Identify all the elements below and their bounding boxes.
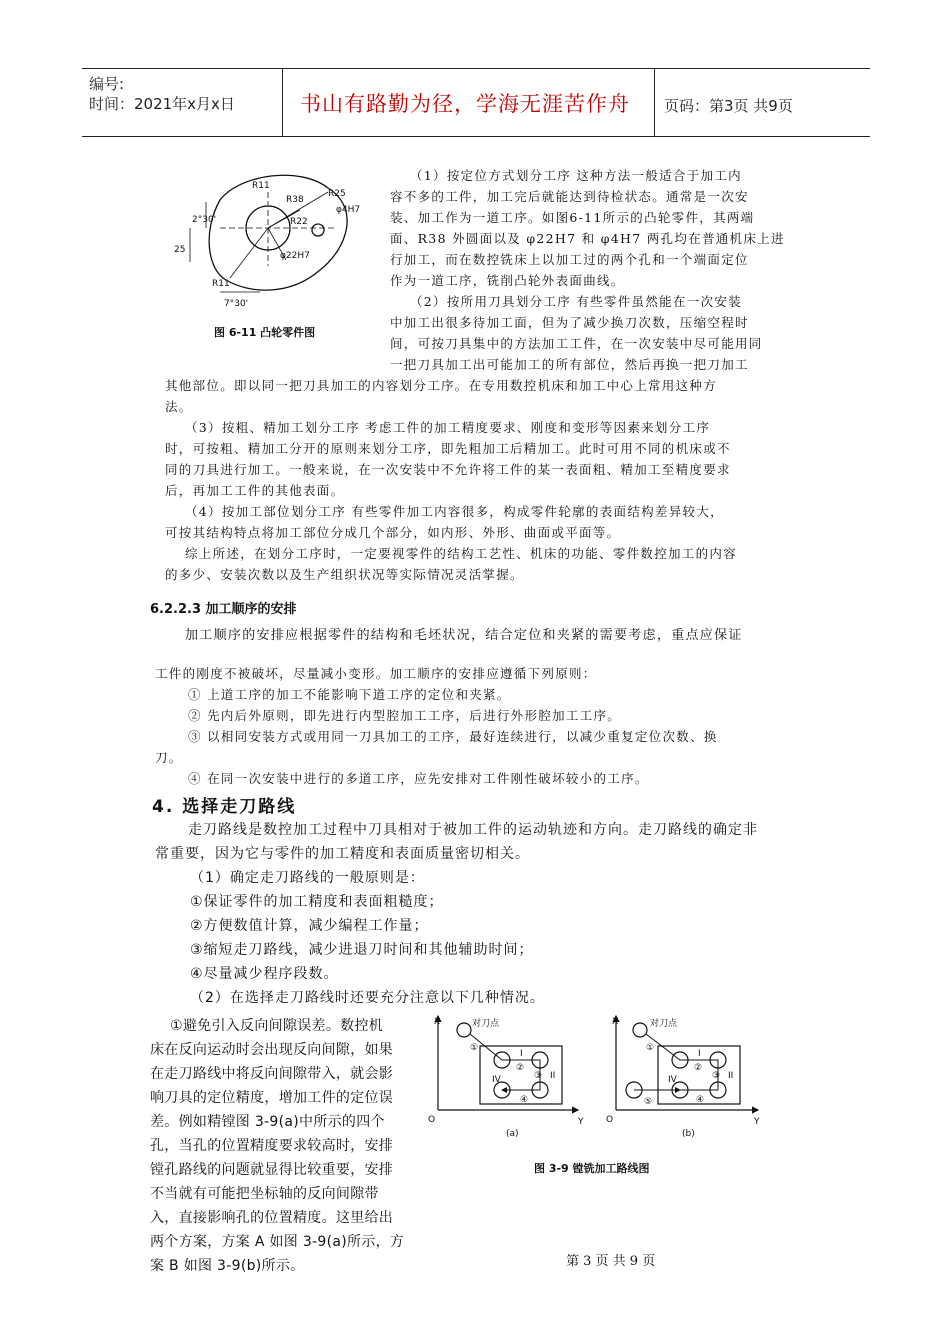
step-2-b: ② [694,1063,703,1073]
dim-angle-7-30: 7°30' [224,299,249,309]
text-line: 中加工出很多待加工面，但为了减少换刀次数，压缩空程时 [390,315,749,330]
figure-3-9-caption: 图 3-9 镗铣加工路线图 [534,1162,650,1175]
text-line: 后，再加工工件的其他表面。 [165,483,345,498]
label-a: (a) [506,1129,519,1139]
hole-small [312,224,324,236]
cam-part-drawing [160,162,390,322]
text-line: 两个方案，方案 A 如图 3-9(a)所示，方 [150,1234,405,1250]
section-heading-4: 4. 选择走刀路线 [152,797,297,817]
header-top-rule [82,68,870,69]
axis-x-b: X [612,1017,619,1027]
text-line: 工件的刚度不被破坏，尽量减小变形。加工顺序的安排应遵循下列原则： [155,666,597,681]
dim-r11-bottom: R11 [212,279,230,289]
diagram-a [438,1016,578,1110]
text-line: ④尽量减少程序段数。 [190,966,339,982]
dim-25: 25 [174,245,186,255]
step-2-a: ② [516,1063,525,1073]
dim-r38: R38 [286,195,304,205]
text-line: 床在反向运动时会出现反向间隙，如果 [150,1042,394,1058]
text-line: ① 上道工序的加工不能影响下道工序的定位和夹紧。 [188,687,511,702]
step-1-b: ① [646,1043,655,1053]
axis-x-a: X [434,1017,441,1027]
step-4-a: ④ [520,1095,529,1105]
text-line: 走刀路线是数控加工过程中刀具相对于被加工件的运动轨迹和方向。走刀路线的确定非 [188,822,758,838]
axis-y-b: Y [754,1117,760,1127]
text-line: 行加工，而在数控铣床上以加工过的两个孔和一个端面定位 [390,252,749,267]
text-line: ② 先内后外原则，即先进行内型腔加工工序，后进行外形腔加工工序。 [188,708,622,723]
text-line: 面、R38 外圆面以及 φ22H7 和 φ4H7 两孔均在普通机床上进 [390,231,785,246]
text-line: 综上所述，在划分工序时，一定要视零件的结构工艺性、机床的功能、零件数控加工的内容 [185,546,738,561]
step-3-b: ③ [712,1071,721,1081]
text-line: 孔，当孔的位置精度要求较高时，安排 [150,1138,394,1154]
text-line: 差。例如精镗图 3-9(a)中所示的四个 [150,1114,385,1130]
origin-a: O [428,1115,436,1125]
text-line: ④ 在同一次安装中进行的多道工序，应先安排对工件刚性破坏较小的工序。 [188,771,649,786]
header-motto: 书山有路勤为径，学海无涯苦作舟 [300,92,630,116]
text-line: 一把刀具加工出可能加工的所有部位，然后再换一把刀加工 [390,357,749,372]
text-line: 刀。 [155,750,183,765]
boring-path-figure [428,1012,778,1150]
page-label: 页码：第3页 共9页 [664,97,793,115]
dim-r11-top: R11 [252,181,270,191]
footer-page-number: 第 3 页 共 9 页 [566,1254,656,1269]
step-1-a: ① [470,1043,479,1053]
time-label: 时间：2021年x月x日 [89,95,235,113]
text-line: 装、加工作为一道工序。如图6-11所示的凸轮零件，其两端 [390,210,755,225]
text-line: （1）确定走刀路线的一般原则是： [190,870,425,886]
label-b: (b) [682,1129,695,1139]
text-line: 时，可按粗、精加工分开的原则来划分工序，即先粗加工后精加工。此时可用不同的机床或不 [165,441,731,456]
dim-r25: R25 [328,189,346,199]
text-line: ②方便数值计算，减少编程工作量； [190,918,429,934]
dim-r22: R22 [290,217,308,227]
code-label: 编号: [89,75,125,93]
text-line: 常重要，因为它与零件的加工精度和表面质量密切相关。 [155,846,530,862]
text-line: （4）按加工部位划分工序 有些零件加工内容很多，构成零件轮廓的表面结构差异较大， [185,504,724,519]
text-line: 不当就有可能把坐标轴的反向间隙带 [150,1186,379,1202]
cam-outline [209,175,347,290]
text-line: （3）按粗、精加工划分工序 考虑工件的加工精度要求、刚度和变形等因素来划分工序 [185,420,711,435]
header-bottom-rule [82,136,870,137]
hole-i-a: I [520,1049,523,1059]
text-line: （1）按定位方式划分工序 这种方法一般适合于加工内 [410,168,742,183]
step-5-b: ⑤ [644,1097,653,1107]
dim-angle-2-30: 2°30' [192,215,217,225]
text-line: 同的刀具进行加工。一般来说，在一次安装中不允许将工件的某一表面粗、精加工至精度要求 [165,462,731,477]
step-3-a: ③ [534,1071,543,1081]
text-line: 间，可按刀具集中的方法加工工件，在一次安装中尽可能用同 [390,336,763,351]
text-line: 加工顺序的安排应根据零件的结构和毛坯状况，结合定位和夹紧的需要考虑，重点应保证 [185,628,743,643]
figure-6-11-caption: 图 6-11 凸轮零件图 [214,326,316,339]
diagram-b [616,1016,758,1110]
text-line: 入，直接影响孔的位置精度。这里给出 [150,1210,394,1226]
text-line: （2）在选择走刀路线时还要充分注意以下几种情况。 [190,990,545,1006]
section-heading-6223: 6.2.2.3 加工顺序的安排 [150,602,297,617]
text-line: 镗孔路线的问题就显得比较重要，安排 [150,1162,394,1178]
hole-iv-b: IV [668,1075,677,1085]
text-line: 容不多的工件，加工完后就能达到待检状态。通常是一次安 [390,189,749,204]
header-divider [654,68,655,136]
origin-b: O [606,1115,614,1125]
header-divider [282,68,283,136]
hole-iv-a: IV [492,1075,501,1085]
text-line: 可按其结构特点将加工部位分成几个部分，如内形、外形、曲面或平面等。 [165,525,621,540]
text-line: 其他部位。即以同一把刀具加工的内容划分工序。在专用数控机床和加工中心上常用这种方 [165,378,718,393]
hole-i-b: I [698,1049,701,1059]
text-line: 案 B 如图 3-9(b)所示。 [150,1258,305,1274]
text-line: 法。 [165,399,193,414]
tool-point-a: 对刀点 [472,1019,500,1029]
text-line: 响刀具的定位精度，增加工件的定位误 [150,1090,394,1106]
hole-ii-a: II [550,1071,556,1081]
text-line: ①避免引入反向间隙误差。数控机 [170,1018,384,1034]
axis-y-a: Y [578,1117,584,1127]
dim-phi22h7: φ22H7 [280,251,310,261]
dim-phi4h7: φ4H7 [336,205,361,215]
step-4-b: ④ [696,1095,705,1105]
text-line: 作为一道工序，铣削凸轮外表面曲线。 [390,273,625,288]
text-line: ①保证零件的加工精度和表面粗糙度； [190,894,444,910]
text-line: （2）按所用刀具划分工序 有些零件虽然能在一次安装 [410,294,742,309]
text-line: 的多少、安装次数以及生产组织状况等实际情况灵活掌握。 [165,567,524,582]
tool-point-b: 对刀点 [650,1019,678,1029]
hole-ii-b: II [728,1071,734,1081]
text-line: 在走刀路线中将反向间隙带入，就会影 [150,1066,394,1082]
text-line: ③ 以相同安装方式或用同一刀具加工的工序，最好连续进行，以减少重复定位次数、换 [188,729,718,744]
text-line: ③缩短走刀路线，减少进退刀时间和其他辅助时间； [190,942,534,958]
